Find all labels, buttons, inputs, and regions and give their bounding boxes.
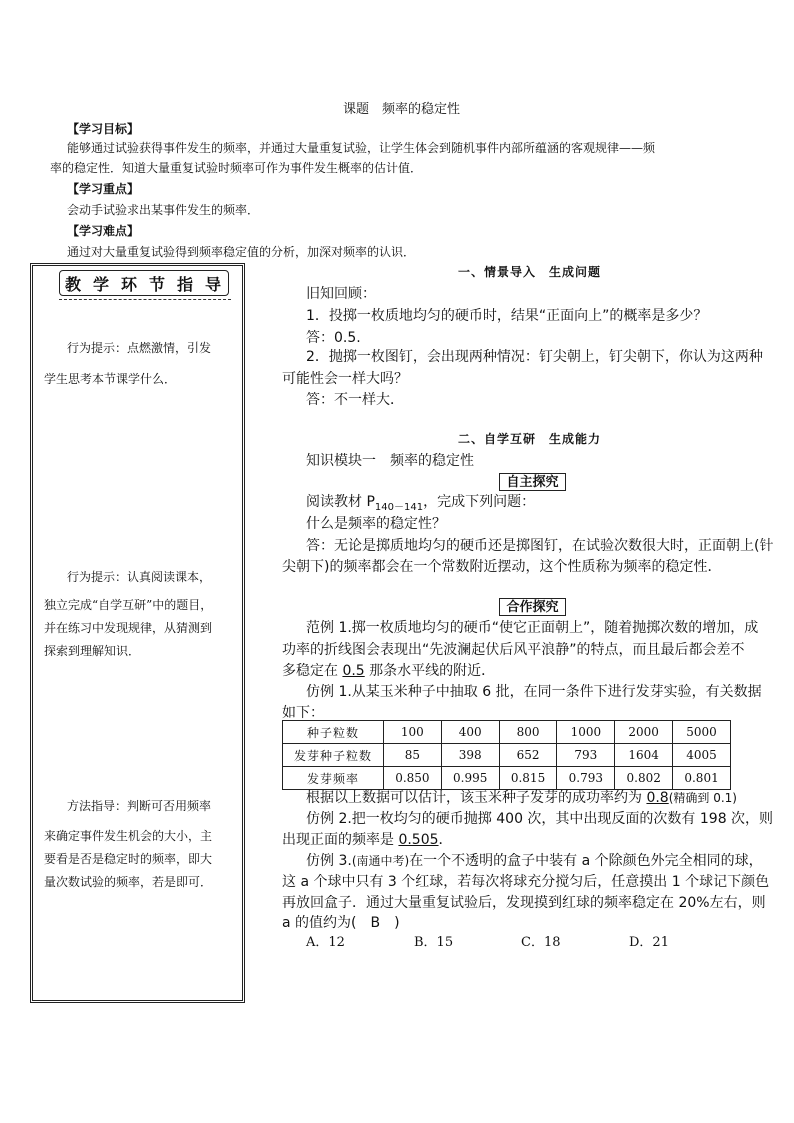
table-cell: 652 [499,744,557,767]
table-cell: 0.802 [615,767,673,790]
follow-2-answer: 0.505 [398,832,439,848]
stability-question: 什么是频率的稳定性？ [306,516,446,532]
badge-char: 节 [148,274,167,294]
stability-answer-line-2: 尖朝下)的频率都会在一个常数附近摆动，这个性质称为频率的稳定性． [282,559,722,575]
difficulty-text: 通过对大量重复试验得到频率稳定值的分析，加深对频率的认识． [67,245,416,259]
answer-1: 答：0.5. [306,330,361,346]
table-row-header: 发芽频率 [283,767,384,790]
table-cell: 0.793 [557,767,615,790]
follow-3-line-2: 这 a 个球中只有 3 个红球，若每次将球充分搅匀后，任意摸出 1 个球记下颜色 [282,874,770,890]
table-cell: 400 [441,721,499,744]
follow-3-line-4: a 的值约为( B ) [282,915,400,931]
example-1-line-3: 多稳定在 0.5 那条水平线的附近． [282,663,496,679]
knowledge-module: 知识模块一 频率的稳定性 [306,453,474,469]
badge-char: 学 [92,274,111,294]
example-1-line-1: 范例 1.掷一枚质地均匀的硬币“使它正面朝上”，随着抛掷次数的增加，成 [306,620,759,636]
question-2-line-1: 2．抛掷一枚图钉，会出现两种情况：钉尖朝上，钉尖朝下，你认为这两种 [306,349,763,365]
badge-char: 导 [204,274,223,294]
choice-a: A．12 [306,935,345,950]
cooperative-tag: 合作探究 [499,598,566,616]
goal-text-2: 率的稳定性．知道大量重复试验时频率可作为事件发生概率的估计值． [50,161,423,175]
table-cell: 1604 [615,744,673,767]
table-cell: 398 [441,744,499,767]
table-cell: 100 [383,721,441,744]
self-study-tag: 自主探究 [499,473,566,491]
hint-2-line-4: 探索到理解知识． [44,644,141,658]
page-title: 课题 频率的稳定性 [343,102,461,117]
table-cell: 0.815 [499,767,557,790]
goal-heading: 【学习目标】 [67,122,140,136]
table-row [283,744,731,767]
table-cell: 1000 [557,721,615,744]
difficulty-heading: 【学习难点】 [67,224,140,238]
hint-1-line-2: 学生思考本节课学什么． [44,372,177,386]
choice-c: C．18 [521,935,561,950]
table-row-header: 种子粒数 [283,721,384,744]
sidebar-divider [59,299,231,300]
review-label: 旧知回顾： [306,286,376,302]
follow-2-line-1: 仿例 2.把一枚均匀的硬币抛掷 400 次，其中出现反面的次数有 198 次，则 [306,811,774,827]
table-cell: 2000 [615,721,673,744]
page-range: 140－141 [374,501,424,513]
hint-2-line-2: 独立完成“自学互研”中的题目， [44,598,213,612]
example-1-line-2: 功率的折线图会表现出“先波澜起伏后风平浪静”的特点，而且最后都会差不 [282,642,745,658]
stability-answer-line-1: 答：无论是掷质地均匀的硬币还是掷图钉，在试验次数很大时，正面朝上(针 [306,538,774,554]
hint-3-line-3: 要看是否是稳定时的频率，即大 [44,852,213,866]
follow-3-line-3: 再放回盒子．通过大量重复试验后，发现摸到红球的频率稳定在 20%左右，则 [282,895,766,911]
hint-3-line-1: 方法指导：判断可否用频率 [67,799,212,813]
question-2-line-2: 可能性会一样大吗？ [282,371,408,387]
key-heading: 【学习重点】 [67,182,140,196]
section-2-heading: 二、自学互研 生成能力 [458,432,602,446]
badge-char: 指 [176,274,195,294]
sidebar-badge [59,270,229,296]
table-cell: 0.995 [441,767,499,790]
table-row-header: 发芽种子粒数 [283,744,384,767]
hint-2-line-3: 并在练习中发现规律，从猜测到 [44,621,213,635]
table-cell: 800 [499,721,557,744]
reading-instruction: 阅读教材 $P_{140-141}$，完成下列问题： [306,494,536,513]
table-cell: 0.850 [383,767,441,790]
example-1-answer: 0.5 [342,663,365,679]
follow-3-line-1: 仿例 3.(南通中考)在一个不透明的盒子中装有 a 个除颜色外完全相同的球， [306,853,763,869]
follow-1-line-1: 仿例 1.从某玉米种子中抽取 6 批，在同一条件下进行发芽实验，有关数据 [306,684,762,700]
table-cell: 0.801 [673,767,731,790]
hint-2-line-1: 行为提示：认真阅读课本， [67,570,212,584]
table-cell: 4005 [673,744,731,767]
hint-3-line-2: 来确定事件发生机会的大小，主 [44,829,213,843]
badge-char: 环 [120,274,139,294]
estimate-note: (精确到 0.1) [668,791,737,805]
question-1: 1．投掷一枚质地均匀的硬币时，结果“正面向上”的概率是多少？ [306,308,708,324]
key-text: 会动手试验求出某事件发生的频率． [67,203,260,217]
table-cell: 793 [557,744,615,767]
table-cell: 5000 [673,721,731,744]
hint-1-line-1: 行为提示：点燃激情，引发 [67,341,212,355]
follow-1-line-2: 如下： [282,705,324,721]
table-cell: 85 [383,744,441,767]
badge-char: 教 [64,274,83,294]
goal-text-1: 能够通过试验获得事件发生的频率，并通过大量重复试验，让学生体会到随机事件内部所蕴涵的客观规律——频 [67,141,656,155]
source-note: (南通中考) [351,854,410,868]
estimate-line: 根据以上数据可以估计，该玉米种子发芽的成功率约为 0.8(精确到 0.1) [306,790,737,806]
answer-2: 答：不一样大． [306,392,404,408]
germination-table [282,720,731,790]
hint-3-line-4: 量次数试验的频率，若是即可． [44,875,213,889]
section-1-heading: 一、情景导入 生成问题 [458,265,602,279]
follow-2-line-2: 出现正面的频率是 0.505． [282,832,453,848]
choice-b: B．15 [414,935,454,950]
choice-d: D．21 [629,935,669,950]
table-row [283,721,731,744]
estimate-answer: 0.8 [646,790,669,806]
